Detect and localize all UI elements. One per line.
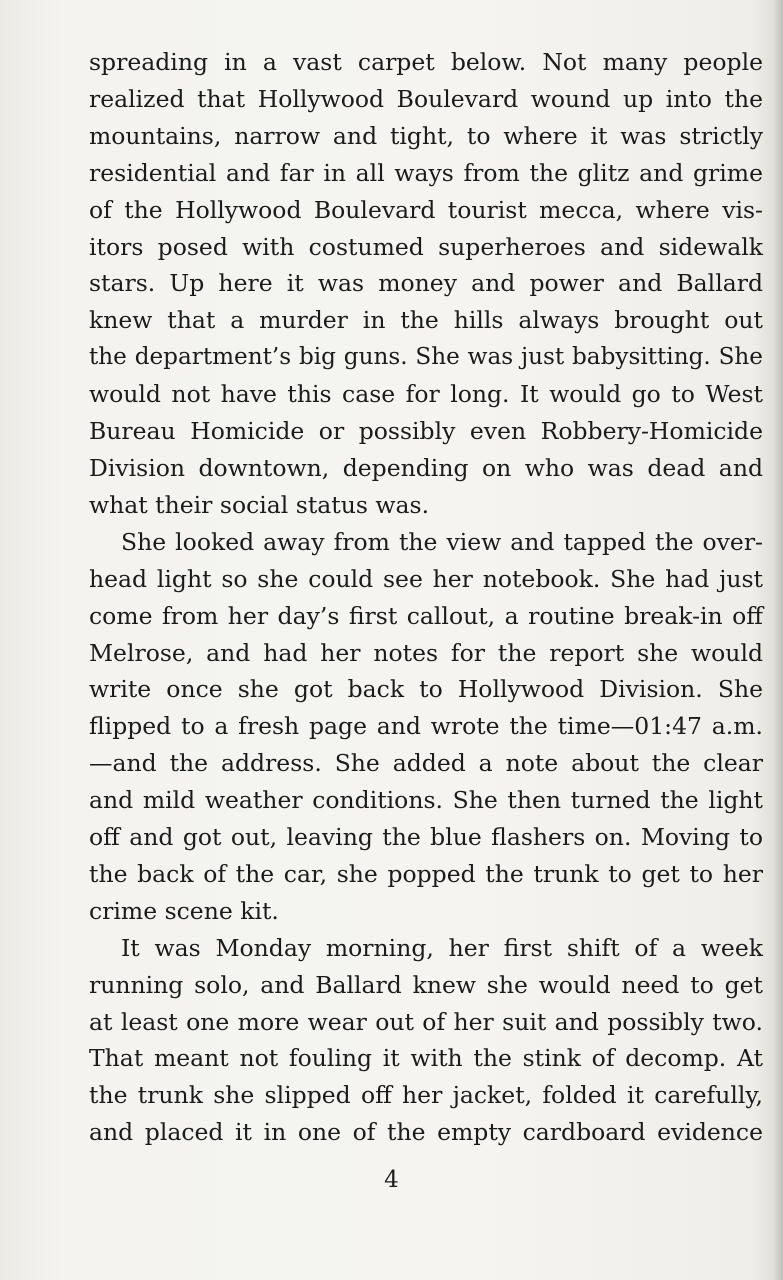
page-number: 4	[384, 1167, 399, 1193]
text-line: the trunk she slipped off her jacket, folded it carefully,	[89, 1081, 763, 1110]
text-line: come from her day’s first callout, a routine break-in off	[89, 601, 763, 630]
text-line: of the Hollywood Boulevard tourist mecca, where vis-	[89, 195, 763, 224]
text-line: —and the address. She added a note about the clear	[89, 749, 763, 778]
text-line: what their social status was.	[89, 490, 430, 519]
text-line: Division downtown, depending on who was dead and	[89, 453, 763, 482]
text-line: off and got out, leaving the blue flashers on. Moving to	[89, 823, 763, 852]
text-line: the back of the car, she popped the trunk to get to her	[89, 859, 763, 888]
text-line: Bureau Homicide or possibly even Robbery-Homicide	[89, 417, 763, 446]
text-line: mountains, narrow and tight, to where it was strictly	[89, 121, 763, 150]
text-line: write once she got back to Hollywood Division. She	[89, 675, 763, 704]
text-line: and mild weather conditions. She then turned the light	[89, 786, 763, 815]
text-line: Melrose, and had her notes for the report she would	[89, 638, 763, 667]
text-line: at least one more wear out of her suit and possibly two.	[89, 1007, 763, 1036]
text-line: head light so she could see her notebook. She had just	[89, 564, 763, 593]
text-line: That meant not fouling it with the stink of decomp. At	[89, 1044, 763, 1073]
text-line: flipped to a fresh page and wrote the time—01:47 a.m.	[89, 712, 763, 741]
text-line: would not have this case for long. It would go to West	[89, 380, 763, 409]
text-line: She looked away from the view and tapped the over-	[121, 527, 763, 556]
text-line: running solo, and Ballard knew she would need to get	[89, 970, 763, 999]
text-line: knew that a murder in the hills always brought out	[89, 306, 763, 335]
body-text	[89, 44, 763, 1151]
text-line: the department’s big guns. She was just babysitting. She	[89, 344, 763, 371]
text-line: realized that Hollywood Boulevard wound up into the	[89, 84, 763, 113]
text-line: It was Monday morning, her first shift of a week	[121, 933, 763, 962]
text-line: spreading in a vast carpet below. Not many people	[89, 48, 763, 76]
text-line: crime scene kit.	[89, 896, 279, 925]
page-edge-shadow	[773, 0, 783, 1280]
text-line: residential and far in all ways from the glitz and grime	[89, 158, 763, 187]
text-line: itors posed with costumed superheroes and sidewalk	[89, 232, 763, 261]
text-line: and placed it in one of the empty cardboard evidence	[89, 1118, 763, 1147]
text-line: stars. Up here it was money and power and Ballard	[89, 269, 763, 298]
